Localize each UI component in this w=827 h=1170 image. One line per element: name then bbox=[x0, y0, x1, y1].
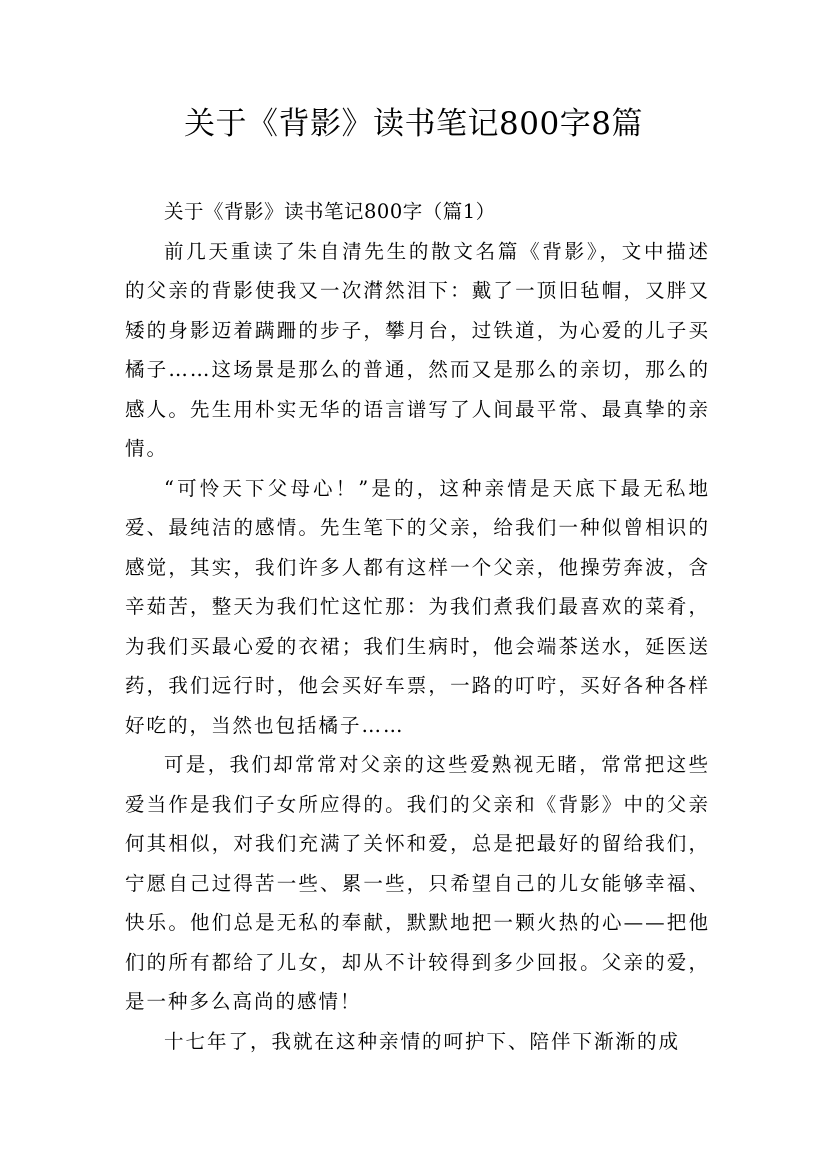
section-heading: 关于《背影》读书笔记800字（篇1） bbox=[164, 200, 496, 223]
paragraph-4: 十七年了，我就在这种亲情的呵护下、陪伴下渐渐的成 bbox=[164, 1029, 681, 1053]
paragraph-3: 可是，我们却常常对父亲的这些爱熟视无睹，常常把这些爱当作是我们子女所应得的。我们的父亲和《背影》中的父亲何其相似，对我们充满了关怀和爱，总是把最好的留给我们，宁愿自己过得苦一些、累一些，只希望自己的儿女能够幸福、快乐。他们总是无私的奉献，默默地把一颗火热的心——把他们的所有都给了儿女，却从不计较得到多少回报。父亲的爱，是一种多么高尚的感情！ bbox=[125, 753, 710, 1013]
paragraph-2: “可怜天下父母心！”是的，这种亲情是天底下最无私地爱、最纯洁的感情。先生笔下的父亲，给我们一种似曾相识的感觉，其实，我们许多人都有这样一个父亲，他操劳奔波，含辛茹苦，整天为我们忙这忙那：为我们煮我们最喜欢的菜肴，为我们买最心爱的衣裙；我们生病时，他会端茶送水，延医送药，我们远行时，他会买好车票，一路的叮咛，买好各种各样好吃的，当然也包括橘子…… bbox=[125, 476, 710, 737]
paragraph-1: 前几天重读了朱自清先生的散文名篇《背影》，文中描述的父亲的背影使我又一次潸然泪下：戴了一顶旧毡帽，又胖又矮的身影迈着蹒跚的步子，攀月台，过铁道，为心爱的儿子买橘子……这场景是那么的普通，然而又是那么的亲切，那么的感人。先生用朴实无华的语言谱写了人间最平常、最真挚的亲情。 bbox=[125, 239, 710, 460]
document-title: 关于《背影》读书笔记800字8篇 bbox=[184, 106, 643, 142]
document-body bbox=[125, 192, 710, 1061]
